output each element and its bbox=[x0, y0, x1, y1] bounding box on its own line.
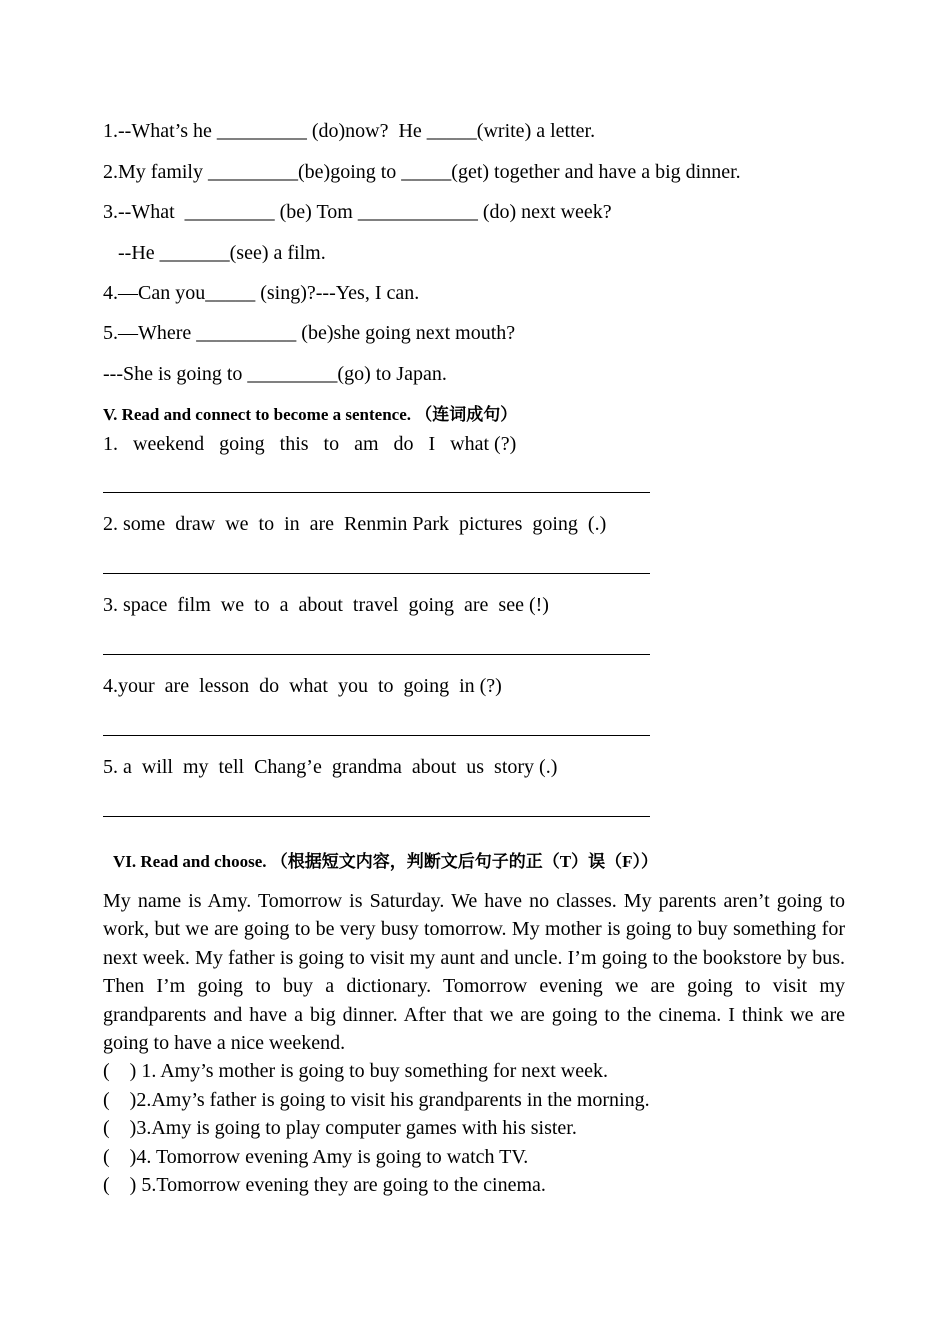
connect-item-3: 3. space film we to a about travel going are see (!) bbox=[103, 594, 549, 616]
fill-blank-q3-answer: --He _______(see) a film. bbox=[103, 242, 326, 264]
connect-item-5: 5. a will my tell Chang’e grandma about us story (.) bbox=[103, 756, 558, 778]
answer-line-5 bbox=[103, 816, 650, 817]
tf-question-1: ( ) 1. Amy’s mother is going to buy something for next week. bbox=[103, 1060, 608, 1082]
fill-blank-q4: 4.—Can you_____ (sing)?---Yes, I can. bbox=[103, 282, 420, 304]
section-vi-heading: VI. Read and choose. （根据短文内容，判断文后句子的正（T）误（F）） bbox=[113, 852, 658, 871]
tf-question-5: ( ) 5.Tomorrow evening they are going to the cinema. bbox=[103, 1174, 546, 1196]
tf-question-4: ( )4. Tomorrow evening Amy is going to watch TV. bbox=[103, 1146, 529, 1168]
reading-passage: My name is Amy. Tomorrow is Saturday. We have no classes. My parents aren’t going to work, but we are going to be very busy tomorrow. My mother is going to buy something for next week. My father is going to visit my aunt and uncle. I’m going to the bookstore by bus. Then I’m going to buy a dictionary. Tomorrow evening we are going to visit my grandparents and have a big dinner. After that we are going to the cinema. I think we are going to have a nice weekend. bbox=[103, 890, 845, 1055]
connect-item-1: 1. weekend going this to am do I what (?) bbox=[103, 433, 517, 455]
fill-blank-q3: 3.--What _________ (be) Tom ____________ (do) next week? bbox=[103, 201, 612, 223]
fill-blank-q5: 5.—Where __________ (be)she going next mouth? bbox=[103, 322, 516, 344]
connect-item-4: 4.your are lesson do what you to going in (?) bbox=[103, 675, 502, 697]
answer-line-3 bbox=[103, 654, 650, 655]
fill-blank-q2: 2.My family _________(be)going to _____(get) together and have a big dinner. bbox=[103, 161, 741, 183]
tf-question-2: ( )2.Amy’s father is going to visit his grandparents in the morning. bbox=[103, 1089, 650, 1111]
fill-blank-q5-answer: ---She is going to _________(go) to Japan. bbox=[103, 363, 447, 385]
fill-blank-q1: 1.--What’s he _________ (do)now? He _____(write) a letter. bbox=[103, 120, 596, 142]
section-v-heading: V. Read and connect to become a sentence. （连词成句） bbox=[103, 405, 518, 424]
answer-line-4 bbox=[103, 735, 650, 736]
tf-question-3: ( )3.Amy is going to play computer games with his sister. bbox=[103, 1117, 577, 1139]
answer-line-1 bbox=[103, 492, 650, 493]
answer-line-2 bbox=[103, 573, 650, 574]
connect-item-2: 2. some draw we to in are Renmin Park pictures going (.) bbox=[103, 513, 607, 535]
